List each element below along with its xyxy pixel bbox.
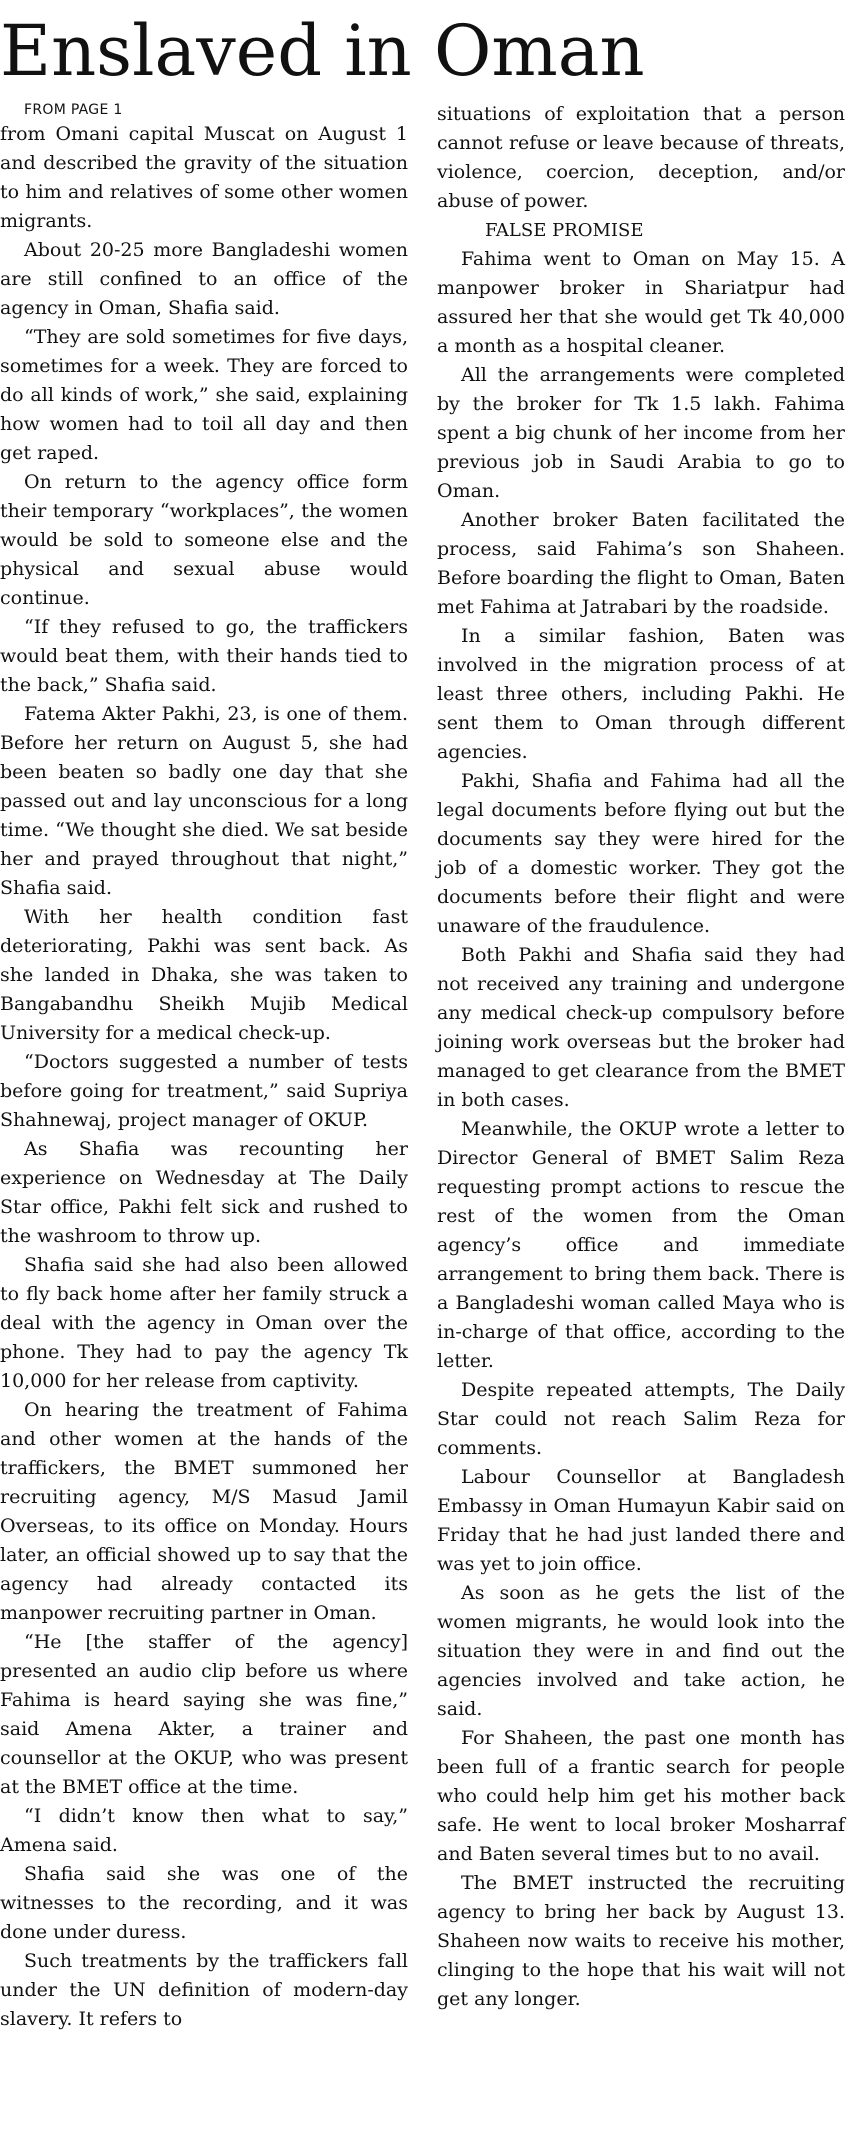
paragraph: “I didn’t know then what to say,” Amena said. bbox=[0, 1805, 408, 1856]
paragraph: “Doctors suggested a number of tests before going for treatment,” said Supriya Shahnewaj, project manager of OKUP. bbox=[0, 1051, 408, 1131]
paragraph: Shafia said she had also been allowed to fly back home after her family struck a deal with the agency in Oman over the phone. They had to pay the agency Tk 10,000 for her release from captivity. bbox=[0, 1254, 408, 1392]
paragraph: Both Pakhi and Shafia said they had not received any training and undergone any medical check-up compulsory before joining work overseas but the broker had managed to get clearance from the BMET in both cases. bbox=[437, 944, 845, 1111]
headline: Enslaved in Oman bbox=[0, 10, 645, 92]
paragraph: from Omani capital Muscat on August 1 and described the gravity of the situation to him and relatives of some other women migrants. bbox=[0, 123, 408, 232]
paragraph: Meanwhile, the OKUP wrote a letter to Director General of BMET Salim Reza requesting prompt actions to rescue the rest of the women from the Oman agency’s office and immediate arrangement to bring them back. There is a Bangladeshi woman called Maya who is in-charge of that office, according to the letter. bbox=[437, 1118, 845, 1372]
right-column bbox=[437, 100, 845, 2014]
paragraph: situations of exploitation that a person cannot refuse or leave because of threats, violence, coercion, deception, and/or abuse of power. bbox=[437, 103, 845, 212]
paragraph: “They are sold sometimes for five days, sometimes for a week. They are forced to do all kinds of work,” she said, explaining how women had to toil all day and then get raped. bbox=[0, 326, 408, 464]
subhead: FALSE PROMISE bbox=[485, 220, 644, 241]
paragraph: “He [the staffer of the agency] presented an audio clip before us where Fahima is heard saying she was fine,” said Amena Akter, a trainer and counsellor at the OKUP, who was present at the BMET office at the time. bbox=[0, 1631, 408, 1798]
paragraph: In a similar fashion, Baten was involved in the migration process of at least three others, including Pakhi. He sent them to Oman through different agencies. bbox=[437, 625, 845, 763]
paragraph: Another broker Baten facilitated the process, said Fahima’s son Shaheen. Before boarding the flight to Oman, Baten met Fahima at Jatrabari by the roadside. bbox=[437, 509, 845, 618]
kicker: FROM PAGE 1 bbox=[24, 102, 123, 118]
paragraph: On return to the agency office form their temporary “workplaces”, the women would be sold to someone else and the physical and sexual abuse would continue. bbox=[0, 471, 408, 609]
paragraph: For Shaheen, the past one month has been full of a frantic search for people who could help him get his mother back safe. He went to local broker Mosharraf and Baten several times but to no avail. bbox=[437, 1727, 845, 1865]
paragraph: With her health condition fast deteriorating, Pakhi was sent back. As she landed in Dhaka, she was taken to Bangabandhu Sheikh Mujib Medical University for a medical check-up. bbox=[0, 906, 408, 1044]
paragraph: Pakhi, Shafia and Fahima had all the legal documents before flying out but the documents say they were hired for the job of a domestic worker. They got the documents before their flight and were unaware of the fraudulence. bbox=[437, 770, 845, 937]
paragraph: Shafia said she was one of the witnesses to the recording, and it was done under duress. bbox=[0, 1863, 408, 1943]
paragraph: As Shafia was recounting her experience on Wednesday at The Daily Star office, Pakhi felt sick and rushed to the washroom to throw up. bbox=[0, 1138, 408, 1247]
paragraph: Despite repeated attempts, The Daily Star could not reach Salim Reza for comments. bbox=[437, 1379, 845, 1459]
paragraph: As soon as he gets the list of the women migrants, he would look into the situation they were in and find out the agencies involved and take action, he said. bbox=[437, 1582, 845, 1720]
paragraph: Fahima went to Oman on May 15. A manpower broker in Shariatpur had assured her that she would get Tk 40,000 a month as a hospital cleaner. bbox=[437, 248, 845, 357]
paragraph: “If they refused to go, the traffickers would beat them, with their hands tied to the back,” Shafia said. bbox=[0, 616, 408, 696]
paragraph: All the arrangements were completed by the broker for Tk 1.5 lakh. Fahima spent a big chunk of her income from her previous job in Saudi Arabia to go to Oman. bbox=[437, 364, 845, 502]
paragraph: Such treatments by the traffickers fall under the UN definition of modern-day slavery. It refers to bbox=[0, 1950, 408, 2030]
paragraph: The BMET instructed the recruiting agency to bring her back by August 13. Shaheen now waits to receive his mother, clinging to the hope that his wait will not get any longer. bbox=[437, 1872, 845, 2010]
paragraph: Labour Counsellor at Bangladesh Embassy in Oman Humayun Kabir said on Friday that he had just landed there and was yet to join office. bbox=[437, 1466, 845, 1575]
paragraph: On hearing the treatment of Fahima and other women at the hands of the traffickers, the BMET summoned her recruiting agency, M/S Masud Jamil Overseas, to its office on Monday. Hours later, an official showed up to say that the agency had already contacted its manpower recruiting partner in Oman. bbox=[0, 1399, 408, 1624]
left-column bbox=[0, 100, 408, 2034]
paragraph: About 20-25 more Bangladeshi women are still confined to an office of the agency in Oman, Shafia said. bbox=[0, 239, 408, 319]
paragraph: Fatema Akter Pakhi, 23, is one of them. Before her return on August 5, she had been beaten so badly one day that she passed out and lay unconscious for a long time. “We thought she died. We sat beside her and prayed throughout that night,” Shafia said. bbox=[0, 703, 408, 899]
